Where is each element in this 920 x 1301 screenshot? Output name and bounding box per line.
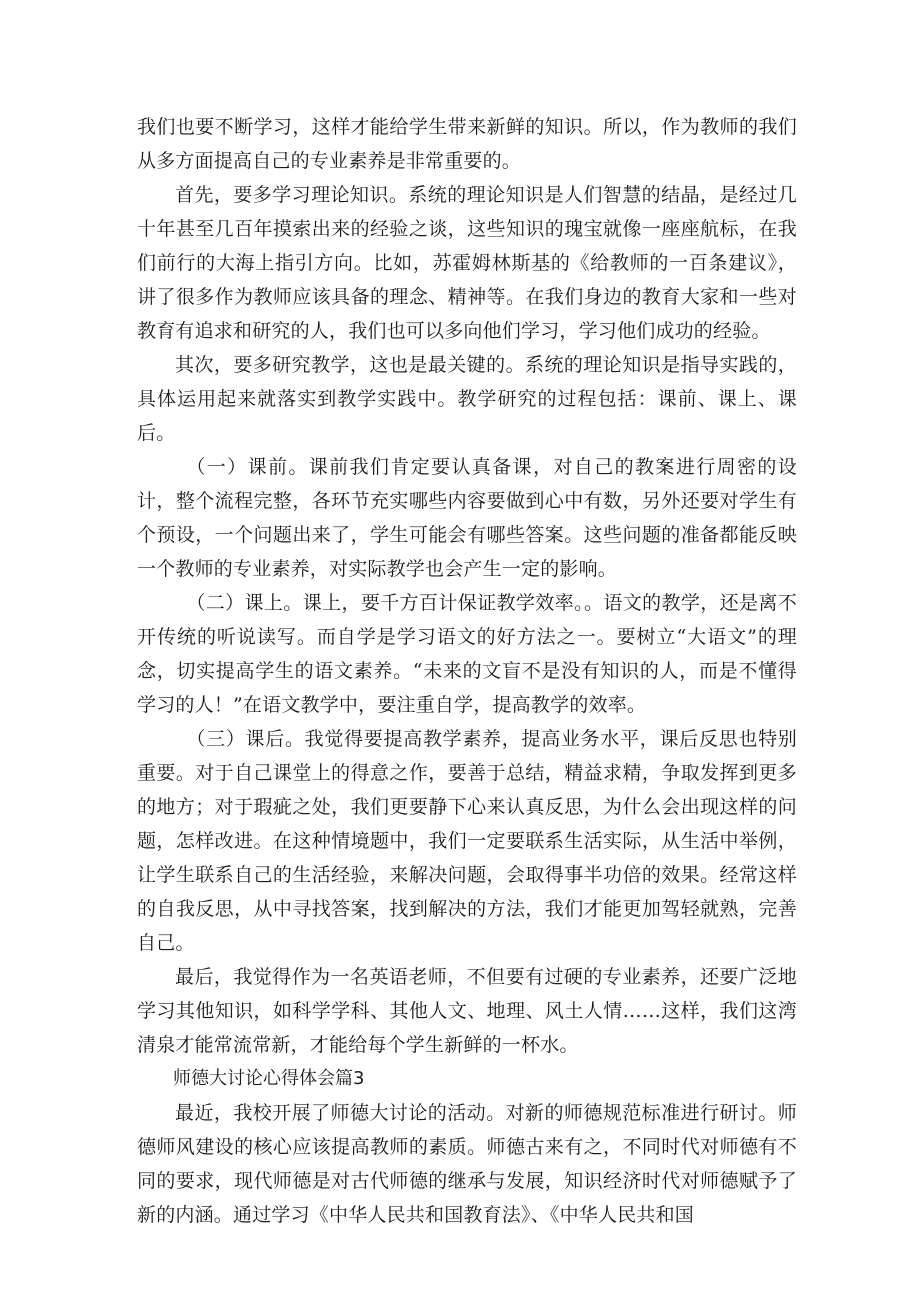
paragraph-section3-intro: 最近，我校开展了师德大讨论的活动。对新的师德规范标准进行研讨。师德师风建设的核心应该提高教师的素质。师德古来有之，不同时代对师德有不同的要求，现代师德是对古代师德的继承与发展，知识经济时代对师德赋予了新的内涵。通过学习《中华人民共和国教育法》、《中华人民共和国	[137, 1102, 797, 1226]
paragraph-after-class: （三）课后。我觉得要提高教学素养，提高业务水平，课后反思也特别重要。对于自己课堂上的得意之作，要善于总结，精益求精，争取发挥到更多的地方；对于瑕疵之处，我们更要静下心来认真反思，为什么会出现这样的问题，怎样改进。在这种情境题中，我们一定要联系生活实际，从生活中举例，让学生联系自己的生活经验，来解决问题，会取得事半功倍的效果。经常这样的自我反思，从中寻找答案，找到解决的方法，我们才能更加驾轻就熟，完善自己。	[137, 728, 797, 954]
paragraph-theory-knowledge: 首先，要多学习理论知识。系统的理论知识是人们智慧的结晶，是经过几十年甚至几百年摸索出来的经验之谈，这些知识的瑰宝就像一座座航标，在我们前行的大海上指引方向。比如，苏霍姆林斯基的《给教师的一百条建议》，讲了很多作为教师应该具备的理念、精神等。在我们身边的教育大家和一些对教育有追求和研究的人，我们也可以多向他们学习，学习他们成功的经验。	[137, 184, 797, 342]
paragraph-teaching-research: 其次，要多研究教学，这也是最关键的。系统的理论知识是指导实践的，具体运用起来就落实到教学实践中。教学研究的过程包括：课前、课上、课后。	[137, 354, 797, 444]
paragraph-before-class: （一）课前。课前我们肯定要认真备课，对自己的教案进行周密的设计，整个流程完整，各环节充实哪些内容要做到心中有数，另外还要对学生有个预设，一个问题出来了，学生可能会有哪些答案。这些问题的准备都能反映一个教师的专业素养，对实际教学也会产生一定的影响。	[137, 456, 797, 580]
paragraph-intro-continuation: 我们也要不断学习，这样才能给学生带来新鲜的知识。所以，作为教师的我们从多方面提高自己的专业素养是非常重要的。	[137, 116, 797, 172]
paragraph-in-class: （二）课上。课上，要千方百计保证教学效率。。语文的教学，还是离不开传统的听说读写。而自学是学习语文的好方法之一。要树立“大语文”的理念，切实提高学生的语文素养。“未来的文盲不是没有知识的人，而是不懂得学习的人！”在语文教学中，要注重自学，提高教学的效率。	[137, 592, 797, 716]
section-heading: 师德大讨论心得体会篇3	[173, 1068, 365, 1089]
document-body	[137, 110, 797, 1232]
paragraph-finally: 最后，我觉得作为一名英语老师，不但要有过硬的专业素养，还要广泛地学习其他知识，如科学学科、其他人文、地理、风土人情……这样，我们这湾清泉才能常流常新，才能给每个学生新鲜的一杯水。	[137, 966, 797, 1056]
